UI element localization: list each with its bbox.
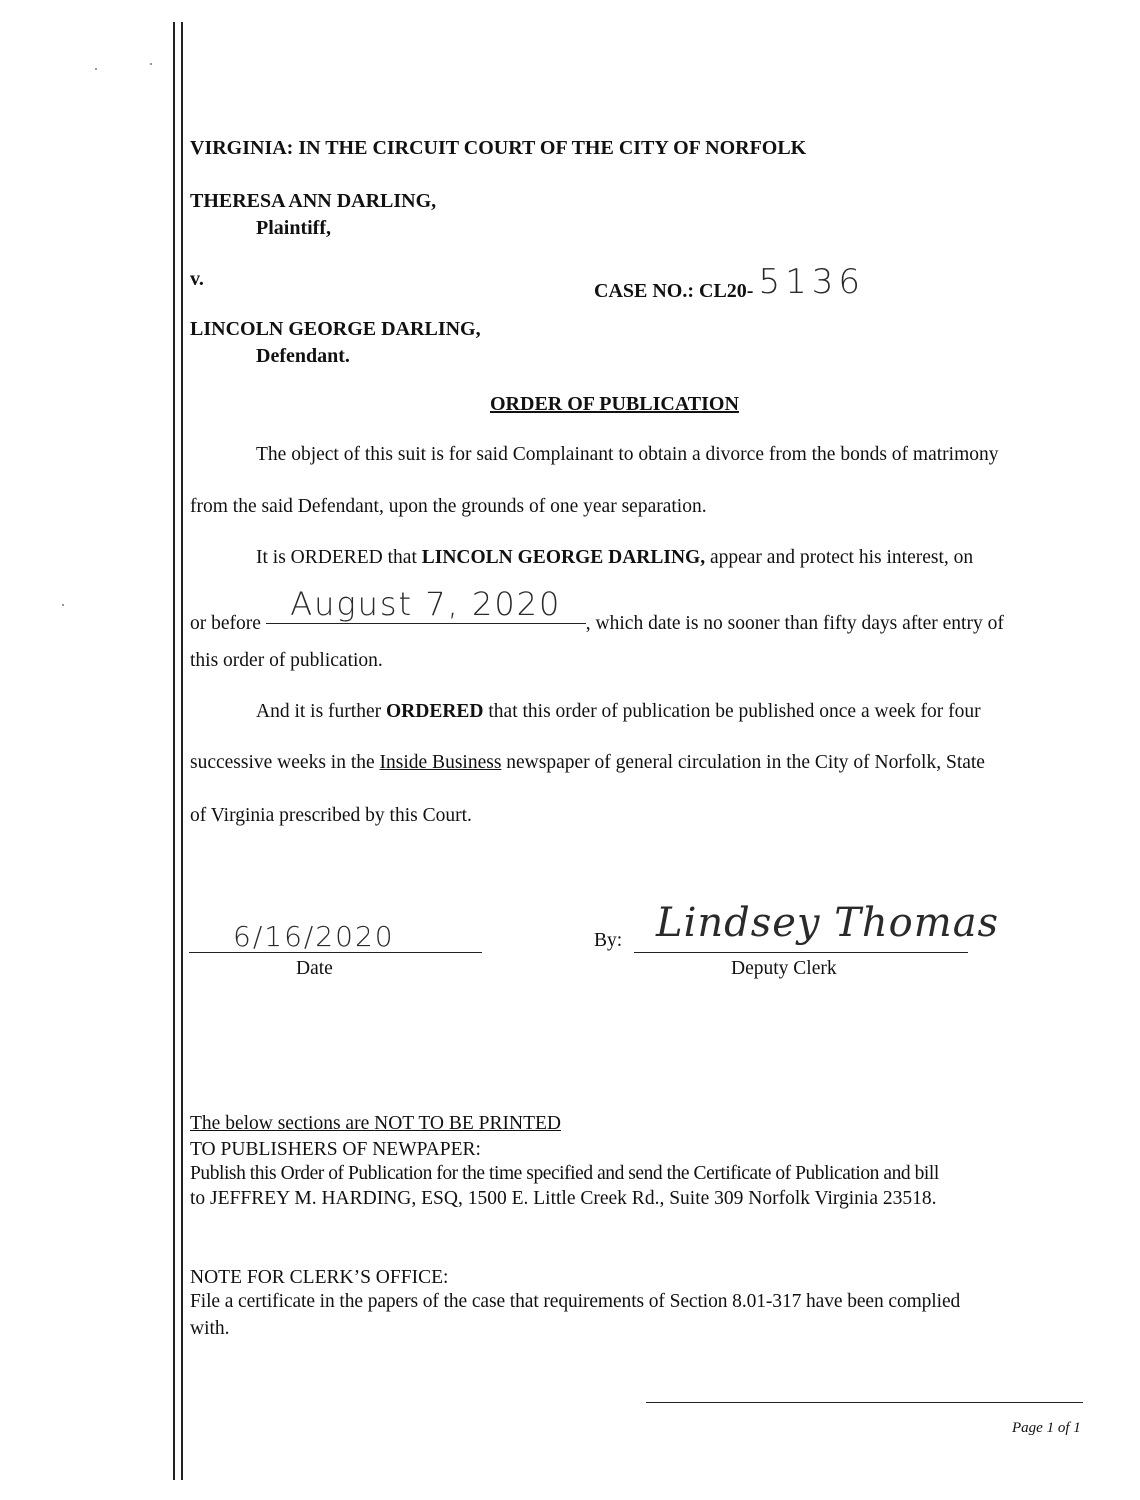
date-label: Date	[296, 958, 333, 979]
para3-line2-post: newspaper of general circulation in the City of Norfolk, State	[501, 752, 985, 773]
publishers-heading: TO PUBLISHERS OF NEWPAPER:	[190, 1139, 481, 1160]
defendant-name: LINCOLN GEORGE DARLING,	[190, 318, 481, 340]
para3-pre: And it is further	[256, 701, 386, 722]
para3-line2-pre: successive weeks in the	[190, 752, 380, 773]
para1-line1: The object of this suit is for said Complainant to obtain a divorce from the bonds of matrimony	[256, 444, 999, 465]
case-number-label: CASE NO.: CL20-	[594, 280, 754, 302]
publishers-instruction-line2: to JEFFREY M. HARDING, ESQ, 1500 E. Little Creek Rd., Suite 309 Norfolk Virginia 23518.	[190, 1188, 937, 1209]
para3-post: that this order of publication be published once a week for four	[483, 701, 981, 722]
versus: v.	[190, 268, 204, 290]
scan-speck	[62, 604, 64, 606]
para3-line2	[190, 752, 985, 774]
date-signature-line	[189, 918, 482, 953]
notes-heading	[190, 1111, 561, 1137]
plaintiff-name: THERESA ANN DARLING,	[190, 190, 437, 212]
margin-rule-left	[173, 22, 175, 1480]
defendant-role: Defendant.	[256, 345, 350, 367]
scan-speck	[150, 63, 152, 65]
footer-rule	[646, 1402, 1083, 1403]
clerk-signature-line	[634, 900, 1000, 953]
page-number: Page 1 of 1	[1012, 1420, 1081, 1436]
para3-line3: of Virginia prescribed by this Court.	[190, 805, 472, 826]
or-before-label: or before	[190, 613, 261, 634]
scan-speck	[95, 68, 97, 70]
newspaper-name: Inside Business	[379, 752, 502, 773]
para3-line1	[256, 701, 981, 723]
para2-line3: this order of publication.	[190, 650, 383, 671]
ordered-emphasis: ORDERED	[385, 701, 484, 722]
para2-line1	[256, 547, 973, 569]
clerk-note-line1: File a certificate in the papers of the case that requirements of Section 8.01-317 have been complied	[190, 1291, 961, 1312]
para2-after-date: , which date is no sooner than fifty days after entry of	[585, 613, 1004, 634]
defendant-name-inline: LINCOLN GEORGE DARLING,	[421, 547, 706, 568]
notes-heading-emph: NOT TO BE PRINTED	[374, 1113, 561, 1134]
para2-post: appear and protect his interest, on	[705, 547, 974, 568]
para2-pre: It is ORDERED that	[256, 547, 422, 568]
order-title: ORDER OF PUBLICATION	[490, 393, 739, 415]
clerk-note-heading: NOTE FOR CLERK’S OFFICE:	[190, 1267, 449, 1288]
para1-line2: from the said Defendant, upon the grounds of one year separation.	[190, 496, 707, 517]
signed-date-handwritten: 6/16/2020	[233, 920, 395, 953]
deputy-clerk-label: Deputy Clerk	[731, 958, 837, 979]
publishers-instruction-line1: Publish this Order of Publication for the time specified and send the Certificate of Publication and bill	[190, 1163, 939, 1184]
plaintiff-role: Plaintiff,	[256, 217, 331, 239]
clerk-signature: Lindsey Thomas	[656, 900, 1000, 946]
appearance-date-handwritten: August 7, 2020	[290, 585, 562, 623]
by-label: By:	[594, 930, 623, 951]
case-number	[594, 262, 865, 302]
appearance-date-blank	[266, 585, 586, 624]
margin-rule-right	[181, 22, 183, 1480]
case-number-handwritten: 5136	[758, 262, 865, 302]
para2-line2	[190, 585, 1004, 634]
clerk-note-line2: with.	[190, 1318, 230, 1339]
court-caption: VIRGINIA: IN THE CIRCUIT COURT OF THE CITY OF NORFOLK	[190, 137, 807, 159]
notes-heading-pre: The below sections are	[190, 1113, 375, 1134]
